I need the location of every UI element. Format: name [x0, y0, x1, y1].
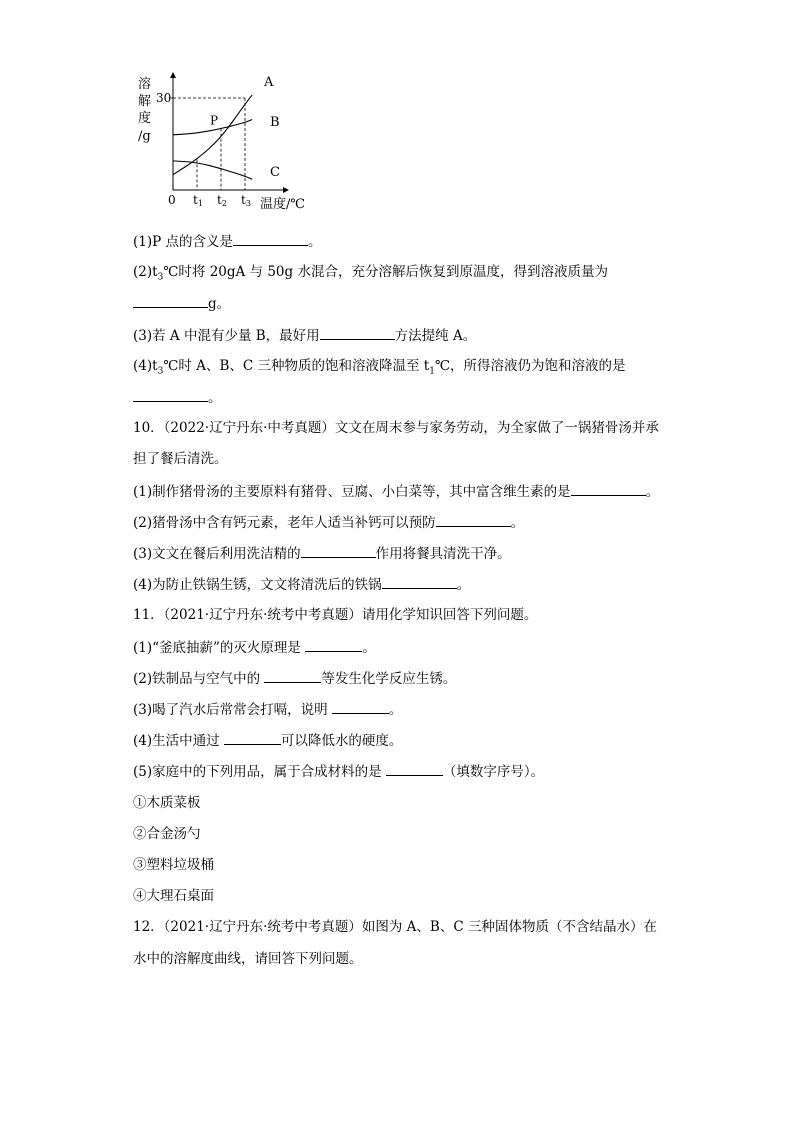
text-segment: 可以降低水的硬度。: [280, 733, 403, 750]
text-segment: g。: [208, 296, 231, 313]
answer-blank[interactable]: [320, 325, 395, 340]
text-line: [133, 699, 402, 720]
text-segment: ③塑料垃圾桶: [133, 857, 214, 873]
text-line: [133, 418, 659, 438]
curve-A: [173, 95, 252, 175]
text-line: [133, 543, 511, 564]
text-line: [133, 793, 201, 813]
text-segment: (5)家庭中的下列用品，属于合成材料的是: [133, 764, 386, 781]
x-tick-t3: t3: [241, 193, 251, 208]
text-segment: 。: [362, 639, 376, 656]
x-tick-t1: t1: [193, 193, 203, 208]
text-segment: 。: [208, 390, 222, 406]
x-tick-t2: t2: [217, 193, 227, 208]
answer-blank[interactable]: [382, 574, 457, 589]
text-line: [133, 293, 230, 314]
subscript: 1: [429, 366, 435, 377]
text-segment: (1)“釜底抽薪”的灭火原理是: [133, 639, 306, 656]
answer-blank[interactable]: [233, 231, 308, 246]
text-segment: (3)若 A 中混有少量 B，最好用: [133, 327, 320, 344]
text-segment: 。: [510, 514, 525, 531]
text-segment: 作用将餐具清洗干净。: [375, 546, 511, 562]
answer-blank[interactable]: [264, 668, 321, 683]
answer-blank[interactable]: [224, 730, 281, 745]
text-segment: 10．（2022·辽宁丹东·中考真题）文文在周末参与家务劳动，为全家做了一锅猪骨汤并承: [133, 420, 659, 437]
text-line: [133, 512, 524, 533]
answer-blank[interactable]: [436, 512, 511, 527]
text-segment: (2)铁制品与空气中的: [133, 670, 265, 687]
text-line: [133, 262, 608, 288]
subscript: 3: [157, 366, 164, 377]
text-line: [133, 605, 537, 625]
text-segment: 水中的溶解度曲线，请回答下列问题。: [133, 950, 363, 967]
text-segment: 等发生化学反应生锈。: [321, 670, 457, 687]
text-line: [133, 387, 222, 408]
answer-blank[interactable]: [332, 699, 389, 714]
subscript: 3: [157, 272, 164, 283]
y-axis-label-part: 溶: [138, 77, 152, 92]
curve-C: [173, 161, 252, 179]
text-segment: ℃时将 20gA 与 50g 水混合，充分溶解后恢复到原温度，得到溶液质量为: [163, 264, 608, 281]
answer-blank[interactable]: [301, 543, 376, 558]
text-segment: (4)生活中通过: [133, 733, 224, 750]
origin-label: 0: [168, 193, 176, 207]
answer-blank[interactable]: [386, 761, 443, 776]
text-segment: ①木质菜板: [133, 794, 201, 811]
text-line: [133, 917, 657, 937]
y-axis-label-part: 度: [138, 111, 152, 126]
text-segment: 。: [456, 577, 471, 594]
text-line: [133, 730, 402, 751]
text-segment: (2)t: [133, 264, 158, 281]
text-segment: ④大理石桌面: [133, 888, 214, 905]
text-line: [133, 761, 544, 782]
y-axis-label-part: /g: [138, 129, 151, 144]
text-segment: (3)文文在餐后利用洗洁精的: [133, 546, 301, 562]
text-segment: 11．（2021·辽宁丹东·统考中考真题）请用化学知识回答下列问题。: [133, 607, 538, 624]
y-axis-label-part: 解: [138, 94, 152, 109]
text-segment: 担了餐后清洗。: [133, 451, 228, 468]
text-segment: 。: [308, 234, 322, 250]
curve-label-A: A: [264, 75, 274, 90]
text-line: [133, 949, 363, 969]
x-axis-label: 温度/℃: [260, 197, 305, 212]
text-segment: (4)为防止铁锅生锈，文文将清洗后的铁锅: [133, 577, 382, 594]
text-line: [133, 481, 659, 502]
text-line: [133, 855, 214, 875]
text-segment: ℃时 A、B、C 三种物质的饱和溶液降温至 t: [163, 357, 430, 374]
curve-label-C: C: [270, 165, 280, 180]
text-line: [133, 824, 201, 844]
text-line: [133, 637, 376, 658]
text-line: [133, 574, 470, 595]
text-segment: (3)喝了汽水后常常会打嗝，说明: [133, 702, 332, 718]
text-line: [133, 449, 228, 469]
text-line: [133, 325, 476, 346]
text-segment: (1)P 点的含义是: [133, 234, 233, 250]
text-segment: 12．（2021·辽宁丹东·统考中考真题）如图为 A、B、C 三种固体物质（不含结晶水）在: [133, 919, 657, 936]
text-line: [133, 231, 322, 252]
answer-blank[interactable]: [133, 293, 208, 308]
text-segment: 。: [645, 483, 660, 500]
text-segment: (2)猪骨汤中含有钙元素，老年人适当补钙可以预防: [133, 514, 436, 531]
text-segment: （填数字序号）。: [442, 764, 545, 781]
text-segment: 方法提纯 A。: [394, 327, 477, 344]
curve-label-B: B: [270, 115, 280, 130]
solubility-chart: [130, 70, 330, 220]
text-segment: ②合金汤勺: [133, 825, 201, 842]
point-p-label: P: [210, 113, 219, 128]
text-line: [133, 356, 626, 382]
text-line: [133, 668, 456, 689]
y-tick-label: 30: [156, 91, 172, 105]
text-segment: (1)制作猪骨汤的主要原料有猪骨、豆腐、小白菜等，其中富含维生素的是: [133, 483, 571, 500]
answer-blank[interactable]: [305, 637, 362, 652]
text-segment: 。: [388, 702, 403, 718]
text-line: [133, 886, 214, 906]
answer-blank[interactable]: [571, 481, 646, 496]
text-segment: (4)t: [133, 357, 158, 374]
answer-blank[interactable]: [133, 387, 208, 402]
text-segment: ℃，所得溶液仍为饱和溶液的是: [434, 357, 626, 374]
